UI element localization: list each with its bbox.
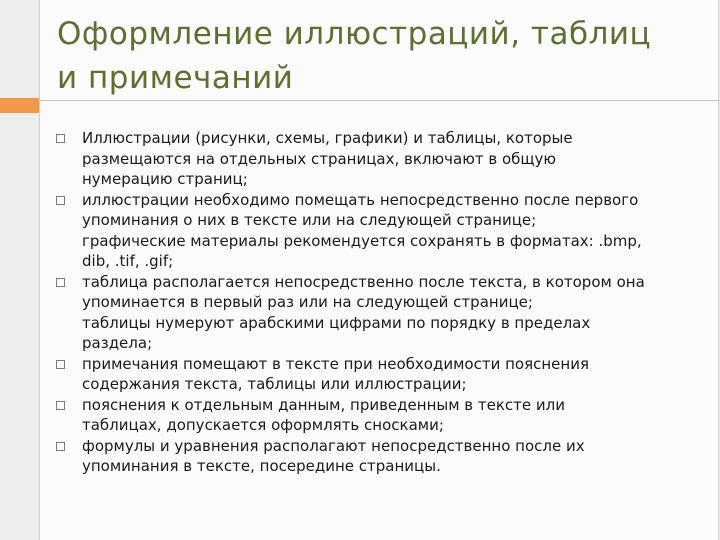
bullet-list — [56, 128, 696, 477]
accent-block — [0, 98, 39, 113]
list-item — [56, 272, 696, 354]
slide-title-line: Оформление иллюстраций, таблиц — [57, 16, 652, 52]
bullet-line: размещаются на отдельных страницах, включают в общую — [82, 149, 557, 168]
slide-title-line: и примечаний — [57, 60, 294, 96]
square-bullet-icon — [56, 134, 65, 143]
bullet-line: раздела; — [82, 334, 153, 352]
bullet-line: таблицах, допускается оформлять сносками; — [82, 416, 444, 434]
bullet-line: формулы и уравнения располагают непосредственно после их — [82, 436, 585, 455]
title-divider — [39, 100, 720, 101]
list-item — [56, 190, 696, 272]
list-item — [56, 436, 696, 477]
list-item — [56, 128, 696, 190]
slide-title — [57, 12, 697, 100]
square-bullet-icon — [56, 442, 65, 451]
bullet-line: нумерацию страниц; — [82, 170, 248, 188]
bullet-line: dib, .tif, .gif; — [82, 252, 174, 270]
list-item — [56, 354, 696, 395]
bullet-line: примечания помещают в тексте при необходимости пояснения — [82, 354, 589, 373]
bullet-line: иллюстрации необходимо помещать непосредственно после первого — [82, 190, 639, 209]
bullet-line: таблицы нумеруют арабскими цифрами по порядку в пределах — [82, 313, 591, 332]
slide-body — [56, 128, 696, 477]
bullet-line: упоминается в первый раз или на следующей странице; — [82, 293, 533, 311]
bullet-line: упоминания в тексте, посередине страницы. — [82, 457, 441, 475]
list-item — [56, 395, 696, 436]
square-bullet-icon — [56, 401, 65, 410]
bullet-line: графические материалы рекомендуется сохранять в форматах: .bmp, — [82, 231, 642, 250]
bullet-line: Иллюстрации (рисунки, схемы, графики) и таблицы, которые — [82, 129, 573, 147]
bullet-line: содержания текста, таблицы или иллюстрации; — [82, 375, 467, 393]
bullet-line: пояснения к отдельным данным, приведенным в тексте или — [82, 395, 566, 414]
bullet-line: таблица располагается непосредственно после текста, в котором она — [82, 272, 645, 291]
bullet-line: упоминания о них в тексте или на следующей странице; — [82, 211, 537, 229]
square-bullet-icon — [56, 278, 65, 287]
square-bullet-icon — [56, 360, 65, 369]
square-bullet-icon — [56, 196, 65, 205]
